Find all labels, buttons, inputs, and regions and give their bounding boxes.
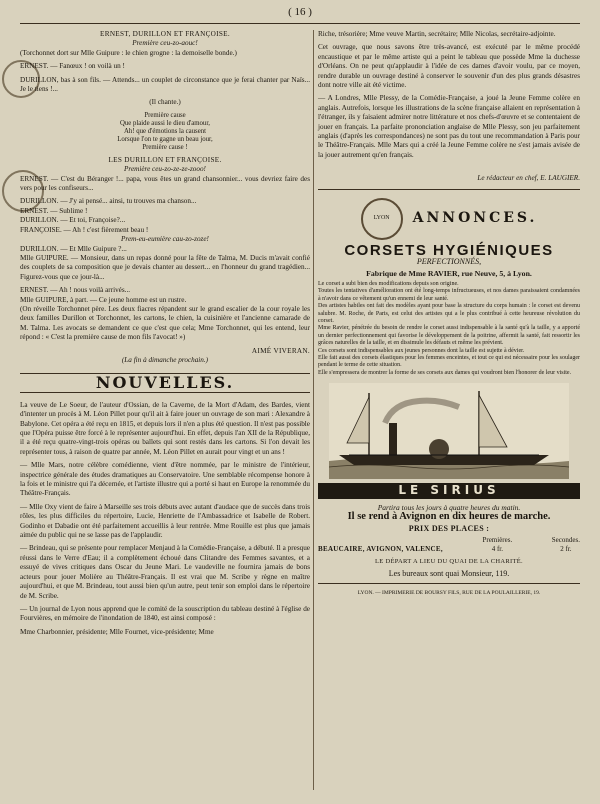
divider — [318, 583, 580, 584]
continuation-note: (La fin à dimanche prochain.) — [121, 355, 209, 364]
dialogue-line: Mlle GUIPURE. — Monsieur, dans un repas donné pour la fête de Talma, M. Ducis m'avait confié des couplets de sa composition que je devais chanter au dessert... en l'honneur du grand tragédien... Figurez-vous que ce jour-là... — [20, 253, 310, 281]
dialogue-line: DURILLON. — Et Mlle Guipure ?... — [20, 244, 127, 253]
ad-subtitle: PERFECTIONNÉS, — [416, 257, 482, 267]
price-value: 4 fr. — [491, 545, 503, 554]
news-item: — A Londres, Mlle Plessy, de la Comédie-Française, a joué la Jeune Femme colère en anglais. Autrefois, lorsque les illustrations de la scène française allaient en représentation à l'étranger, ils y faisaient admirer notre littérature et nos chefs-d'œuvre et se contentaient de jouer en français. La parfaite prononciation anglaise de Mlle Plessy, son jeu parfaitement anglais (d'après les correspondances) ne sont pas du tout une recommandation à Paris pour le Théâtre-Français. Mlle Mars qui a créé la Jeune Femme colère ne s'est jamais avisée de la jouer autrement qu'en français. — [318, 94, 580, 159]
ad-title-corsets: CORSETS HYGIÉNIQUES — [344, 241, 554, 259]
steamship-illustration — [329, 383, 569, 479]
ad-paragraph: Mme Ravier, pénétrée du besoin de rendre le corset aussi indispensable à la santé qu'à la taille, y a apporté un dernier perfectionnement qui favorise le développement de la poitrine, affermit la santé, fait ressortir les grâces naturelles de la taille, et en dissimule les défauts et même les prévient. — [318, 325, 580, 347]
page-number: ( 16 ) — [288, 6, 312, 18]
route-towns: BEAUCAIRE, AVIGNON, VALENCE, — [318, 545, 443, 554]
ad-address: Fabrique de Mme RAVIER, rue Neuve, 5, à Lyon. — [366, 268, 532, 278]
verse-line: Que plaide aussi le dieu d'amour, — [119, 119, 211, 127]
news-item: La veuve de Le Soeur, de l'auteur d'Ossian, de la Caverne, de la Mort d'Adam, des Bardes, vient d'intenter un procès à M. Léon Pillet pour qu'il ait à faire jouer un ouvrage de son mari : Alexandre à Babylone. Cet opéra a été reçu en 1815, et depuis lors il n'en a plus été question. Il n'est pas possible que l'Opéra puisse être forcé à le représenter aujourd'hui. En effet, depuis l'an XII de la République, il a été reçu quatre-vingt-trois opéras ou ballets qui sont restés dans les cartons. Si l'on devait les représenter tous, à raison de quatre par année, M. Léon Pillet en aurait pour vingt et un ans ! — [20, 400, 310, 456]
dialogue-line: ERNEST. — C'est du Béranger !... papa, vous êtes un grand chansonnier... vous devriez faire des vers pour les confiseurs... — [20, 174, 310, 193]
ad-paragraph: Elle s'empressera de montrer la forme de ses corsets aux dames qui voudront bien l'honorer de leur visite. — [318, 369, 572, 376]
dialogue-line: DURILLON. — Et toi, Françoise?... — [20, 216, 126, 225]
dialogue-line: ERNEST. — Ah ! nous voilà arrivés... — [20, 286, 131, 295]
dialogue-line: FRANÇOISE. — Ah ! c'est fièrement beau ! — [20, 225, 149, 234]
prices-row — [318, 536, 580, 555]
dialogue-line: Mlle GUIPURE, à part. — Ce jeune homme est un rustre. — [20, 295, 187, 304]
annonces-header — [318, 198, 580, 240]
section-title-nouvelles: NOUVELLES. — [20, 373, 310, 392]
ship-name-banner: LE SIRIUS — [318, 483, 580, 498]
dialogue-line: DURILLON. — J'y ai pensé... ainsi, tu trouves ma chanson... — [20, 197, 197, 206]
top-rule — [20, 23, 580, 24]
author-signature: AIMÉ VIVERAN. — [251, 346, 310, 355]
character-names: ERNEST, DURILLON ET FRANÇOISE. — [100, 30, 230, 38]
stage-direction: (Torchonnet dort sur Mlle Guipure : le chien grogne : la demoiselle bonde.) — [20, 48, 237, 57]
right-column — [318, 30, 580, 599]
song-line: Première ceu-zo-aouc! — [132, 39, 198, 48]
news-item: — Brindeau, qui se présente pour remplacer Menjaud à la Comédie-Française, a débuté. Il a presque réussi dans le Verre d'Eau; il a complètement échoué dans Clitandre des Femmes savantes, et a essuyé de vives critiques dans Oscar du Jeune Mari. Le vaudeville ne fournira jamais de bons acteurs pour jouer Molière au Théâtre-Français. Il est vrai que M. Scribe y règne en maître aujourd'hui, et que M. Brindeau, tout aussi bien qu'un autre, peut tenir son emploi dans le répertoire de M. Scribe. — [20, 544, 310, 600]
news-item: Cet ouvrage, que nous savons être très-avancé, est exécuté par le même procédé encaustique et par le même artiste qui a peint le tableau que possède Mme la duchesse d'Orléans. On ne peut qu'applaudir à l'idée de ces dames d'avoir voulu, par ce moyen, rendre durable un ouvrage destiné à conserver le souvenir d'un des plus grands désastres dont notre ville ait été victime. — [318, 43, 580, 90]
column-divider — [313, 30, 314, 790]
office-address: Les bureaux sont quai Monsieur, 119. — [388, 569, 510, 579]
ad-paragraph: Elle fait aussi des corsets élastiques pour les femmes enceintes, et tout ce qui est nécessaire pour les soulager pendant le terme de cette situation. — [318, 354, 580, 369]
news-item: — Un journal de Lyon nous apprend que le comité de la souscription du tableau destiné à l'église de Fourvières, en mémoire de l'inondation de 1840, est ainsi composé : — [20, 604, 310, 623]
section-title-annonces: ANNONCES. — [412, 209, 538, 226]
stage-direction: (On réveille Torchonnet père. Les deux fiacres répandent sur le grand escalier de la cour royale les deux familles Durillon et Torchonnet, les cartons, le chien, la cuisinière et l'ancienne camarade de M. Talma. Les avocats se demandent ce que c'est que cela; Mme Torchonnet, qui les entend, leur répond : « C'est la première cause de mon fils l'avocat! ») — [20, 304, 310, 342]
character-names: LES DURILLON ET FRANÇOISE. — [108, 155, 222, 164]
news-item: Riche, trésorière; Mme veuve Martin, secrétaire; Mlle Nicolas, secrétaire-adjointe. — [318, 30, 556, 38]
price-value: 2 fr. — [560, 545, 572, 554]
news-item: Mme Charbonnier, présidente; Mlle Fournet, vice-présidente; Mme — [20, 627, 214, 636]
verse-line: Ah! que d'émotions la causent — [123, 127, 206, 135]
route-duration: Il se rend à Avignon en dix heures de marche. — [347, 511, 551, 522]
news-item: — Mlle Mars, notre célèbre comédienne, vient d'être nommée, par le ministre de l'intérieur, inspectrice générale des études dramatiques au Conservatoire. Une semblable récompense honore à la fois et le ministre qui l'a décernée, et l'artiste illustre qui a porté si haut en Europe la renommée du Théâtre-Français. — [20, 461, 310, 498]
stage-direction: (Il chante.) — [149, 98, 181, 107]
price-label: Secondes. — [551, 535, 580, 544]
dialogue-line: ERNEST. — Sublime ! — [20, 206, 88, 215]
divider — [318, 189, 580, 190]
song-line: Prem-eu-eumière cau-zo-zoze! — [121, 235, 209, 244]
prices-heading: PRIX DES PLACES : — [408, 524, 490, 534]
dialogue-line: ERNEST. — Fanœux ! on voilà un ! — [20, 62, 125, 71]
price-second-class — [552, 536, 580, 555]
price-first-class — [482, 536, 512, 555]
verse — [20, 112, 310, 152]
price-label: Premières. — [482, 535, 513, 544]
ad-paragraph: Des artistes habiles ont fait des modèles ayant pour base la structure du corps humain : le corset est devenu salubre. M. Roche, de Paris, est celui des artistes qui a le plus contribué à cette heureuse révolution du corset. — [318, 303, 580, 324]
verse-line: Première cause — [144, 111, 186, 119]
ad-paragraph: Ces corsets sont indispensables aux jeunes personnes dont la taille est sujette à dévier. — [318, 347, 525, 354]
ad-body — [318, 281, 580, 377]
stamp-seal: LYON — [361, 198, 403, 240]
ad-paragraph: Toutes les tentatives d'amélioration ont été long-temps infructueuses, et nos dames paraissaient condamnées à n'avoir dans ce vêtement qu'un ennemi de leur santé. — [318, 288, 580, 302]
printer-imprint: LYON. — IMPRIMERIE DE BOURSY FILS, RUE DE LA POULAILLERIE, 19. — [357, 590, 541, 597]
verse-line: Lorsque l'on te gagne un beau jour, — [117, 135, 213, 143]
news-item: — Mlle Oxy vient de faire à Marseille ses trois débuts avec autant d'audace que de succès dans trois rôles, les plus difficiles du répertoire, Lucie, Henriette de l'Ambassadrice et Isabelle de Robert. Godinho et Dabadie ont été parfaitement accueillis à leur rentrée. Mme Rouille est plus que jamais aimée du public qui ne se lasse pas de l'applaudir. — [20, 502, 310, 540]
editor-credit: Le rédacteur en chef, E. LAUGIER. — [477, 174, 580, 183]
departure-location: LE DÉPART A LIEU DU QUAI DE LA CHARITÉ. — [375, 557, 523, 565]
left-column — [20, 30, 310, 641]
song-line: Première ceu-zo-ze-ze-zooo! — [124, 165, 206, 174]
departure-time: Partira tous les jours à quatre heures du matin. — [377, 502, 521, 512]
dialogue-line: DURILLON, bas à son fils. — Attends... un couplet de circonstance que je ferai chanter par Naïs... Je le tiens !... — [20, 75, 310, 94]
verse-line: Première cause ! — [142, 143, 188, 151]
ad-paragraph: Le corset a subi bien des modifications depuis son origine. — [318, 280, 459, 287]
